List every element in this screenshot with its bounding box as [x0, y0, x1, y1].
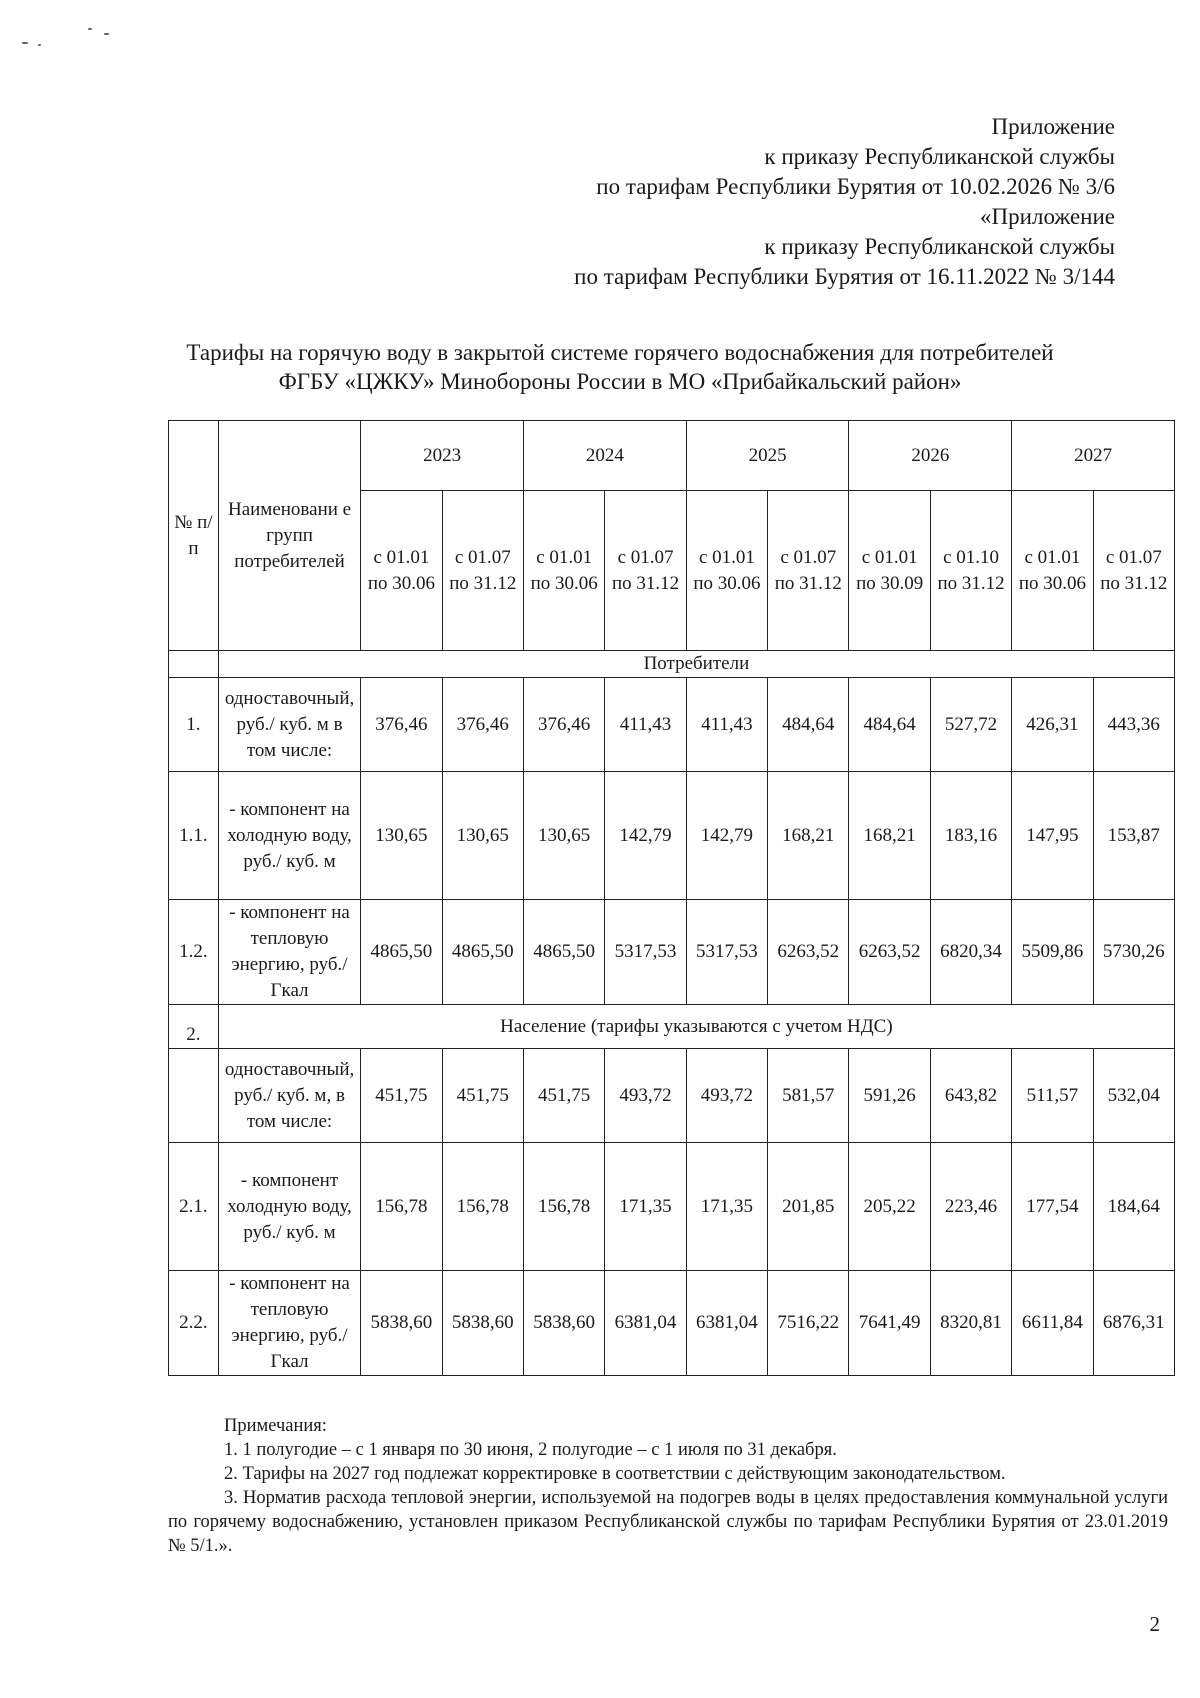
- header-period: с 01.01 по 30.06: [523, 491, 604, 651]
- note-2: 2. Тарифы на 2027 год подлежат корректировке в соответствии с действующим законодательством.: [224, 1464, 1006, 1484]
- tariff-value: 376,46: [361, 678, 442, 772]
- row-name: - компонент холодную воду, руб./ куб. м: [218, 1143, 360, 1271]
- tariff-value: 177,54: [1012, 1143, 1093, 1271]
- document-title: [170, 338, 1070, 396]
- section-num-empty: [169, 651, 219, 678]
- tariff-value: 142,79: [686, 772, 767, 900]
- tariff-value: 581,57: [768, 1049, 849, 1143]
- tariff-value: 5317,53: [605, 900, 686, 1005]
- tariff-value: 5838,60: [523, 1271, 604, 1376]
- header-period: с 01.07 по 31.12: [605, 491, 686, 651]
- header-year: 2027: [1012, 421, 1175, 491]
- header-period: с 01.01 по 30.06: [361, 491, 442, 651]
- tariff-value: 4865,50: [361, 900, 442, 1005]
- tariff-value: 5838,60: [442, 1271, 523, 1376]
- annex-header: [574, 112, 1115, 292]
- tariff-value: 411,43: [686, 678, 767, 772]
- header-year: 2024: [523, 421, 686, 491]
- tariff-value: 142,79: [605, 772, 686, 900]
- tariff-value: 451,75: [442, 1049, 523, 1143]
- row-number: 2.1.: [169, 1143, 219, 1271]
- tariff-value: 201,85: [768, 1143, 849, 1271]
- scan-speck: [104, 33, 109, 35]
- tariff-value: 411,43: [605, 678, 686, 772]
- title-line-2: ФГБУ «ЦЖКУ» Минобороны России в МО «Прибайкальский район»: [278, 369, 962, 394]
- table-row: [169, 1143, 1175, 1271]
- tariff-value: 7641,49: [849, 1271, 930, 1376]
- tariff-value: 205,22: [849, 1143, 930, 1271]
- header-period: с 01.07 по 31.12: [1093, 491, 1174, 651]
- tariff-value: 6381,04: [605, 1271, 686, 1376]
- header-year: 2023: [361, 421, 524, 491]
- header-year: 2025: [686, 421, 849, 491]
- tariff-value: 7516,22: [768, 1271, 849, 1376]
- tariff-value: 493,72: [686, 1049, 767, 1143]
- table-row: [169, 678, 1175, 772]
- scan-speck: [38, 44, 41, 46]
- annex-line: к приказу Республиканской службы: [764, 234, 1115, 259]
- tariff-value: 6381,04: [686, 1271, 767, 1376]
- annex-line: Приложение: [991, 114, 1115, 139]
- tariff-value: 451,75: [361, 1049, 442, 1143]
- tariff-value: 484,64: [849, 678, 930, 772]
- table-row: [169, 1049, 1175, 1143]
- tariff-value: 532,04: [1093, 1049, 1174, 1143]
- row-name: - компонент на холодную воду, руб./ куб. м: [218, 772, 360, 900]
- row-number: 1.2.: [169, 900, 219, 1005]
- tariff-value: 153,87: [1093, 772, 1174, 900]
- tariff-value: 4865,50: [523, 900, 604, 1005]
- tariff-value: 171,35: [605, 1143, 686, 1271]
- row-number: 1.: [169, 678, 219, 772]
- tariff-value: 643,82: [930, 1049, 1011, 1143]
- tariff-table: [168, 420, 1175, 1376]
- tariff-value: 376,46: [442, 678, 523, 772]
- tariff-value: 130,65: [361, 772, 442, 900]
- tariff-value: 511,57: [1012, 1049, 1093, 1143]
- note-1: 1. 1 полугодие – с 1 января по 30 июня, 2 полугодие – с 1 июля по 31 декабря.: [224, 1440, 837, 1460]
- tariff-value: 426,31: [1012, 678, 1093, 772]
- tariff-value: 130,65: [442, 772, 523, 900]
- tariff-value: 591,26: [849, 1049, 930, 1143]
- tariff-value: 443,36: [1093, 678, 1174, 772]
- tariff-value: 8320,81: [930, 1271, 1011, 1376]
- notes-heading: Примечания:: [224, 1416, 327, 1436]
- tariff-value: 376,46: [523, 678, 604, 772]
- annex-line: «Приложение: [980, 204, 1115, 229]
- row-number: 1.1.: [169, 772, 219, 900]
- tariff-value: 183,16: [930, 772, 1011, 900]
- tariff-value: 156,78: [361, 1143, 442, 1271]
- tariff-value: 168,21: [768, 772, 849, 900]
- note-3: 3. Норматив расхода тепловой энергии, используемой на подогрев воды в целях предоставления коммунальной услуги по горячему водоснабжению, установлен приказом Республиканской службы по тарифам Республики Бурятия от 23.01.2019 № 5/1.».: [168, 1488, 1168, 1556]
- tariff-value: 493,72: [605, 1049, 686, 1143]
- title-line-1: Тарифы на горячую воду в закрытой системе горячего водоснабжения для потребителей: [186, 340, 1054, 365]
- header-period: с 01.01 по 30.06: [1012, 491, 1093, 651]
- tariff-value: 527,72: [930, 678, 1011, 772]
- header-year: 2026: [849, 421, 1012, 491]
- row-name: одноставочный, руб./ куб. м в том числе:: [218, 678, 360, 772]
- tariff-value: 156,78: [442, 1143, 523, 1271]
- section-population: Население (тарифы указываются с учетом НДС): [218, 1005, 1174, 1049]
- header-period: с 01.07 по 31.12: [442, 491, 523, 651]
- notes: [168, 1414, 1168, 1558]
- scan-speck: [88, 28, 92, 30]
- tariff-value: 171,35: [686, 1143, 767, 1271]
- header-name: Наименовани е групп потребителей: [218, 421, 360, 651]
- row-name: - компонент на тепловую энергию, руб./Гкал: [218, 1271, 360, 1376]
- tariff-value: 5509,86: [1012, 900, 1093, 1005]
- tariff-value: 6876,31: [1093, 1271, 1174, 1376]
- header-period: с 01.10 по 31.12: [930, 491, 1011, 651]
- row-number: 2.2.: [169, 1271, 219, 1376]
- annex-line: по тарифам Республики Бурятия от 10.02.2026 № 3/6: [596, 174, 1115, 199]
- section-consumers: Потребители: [218, 651, 1174, 678]
- header-period: с 01.01 по 30.06: [686, 491, 767, 651]
- tariff-value: 130,65: [523, 772, 604, 900]
- scan-speck: [22, 42, 28, 44]
- annex-line: к приказу Республиканской службы: [764, 144, 1115, 169]
- tariff-value: 5317,53: [686, 900, 767, 1005]
- tariff-value: 451,75: [523, 1049, 604, 1143]
- tariff-value: 5838,60: [361, 1271, 442, 1376]
- header-period: с 01.01 по 30.09: [849, 491, 930, 651]
- tariff-value: 168,21: [849, 772, 930, 900]
- annex-line: по тарифам Республики Бурятия от 16.11.2022 № 3/144: [574, 264, 1115, 289]
- row-name: - компонент на тепловую энергию, руб./Гкал: [218, 900, 360, 1005]
- tariff-value: 6263,52: [849, 900, 930, 1005]
- header-num: № п/ п: [169, 421, 219, 651]
- row-name: одноставочный, руб./ куб. м, в том числе:: [218, 1049, 360, 1143]
- table-row: [169, 1271, 1175, 1376]
- tariff-value: 4865,50: [442, 900, 523, 1005]
- table-row: [169, 900, 1175, 1005]
- page-number: 2: [1149, 1612, 1160, 1636]
- table-row: [169, 772, 1175, 900]
- tariff-value: 184,64: [1093, 1143, 1174, 1271]
- tariff-value: 6820,34: [930, 900, 1011, 1005]
- header-period: с 01.07 по 31.12: [768, 491, 849, 651]
- tariff-value: 6263,52: [768, 900, 849, 1005]
- tariff-value: 6611,84: [1012, 1271, 1093, 1376]
- section-num: 2.: [169, 1005, 219, 1049]
- tariff-value: 223,46: [930, 1143, 1011, 1271]
- tariff-value: 156,78: [523, 1143, 604, 1271]
- tariff-value: 147,95: [1012, 772, 1093, 900]
- tariff-value: 5730,26: [1093, 900, 1174, 1005]
- tariff-value: 484,64: [768, 678, 849, 772]
- row-number: [169, 1049, 219, 1143]
